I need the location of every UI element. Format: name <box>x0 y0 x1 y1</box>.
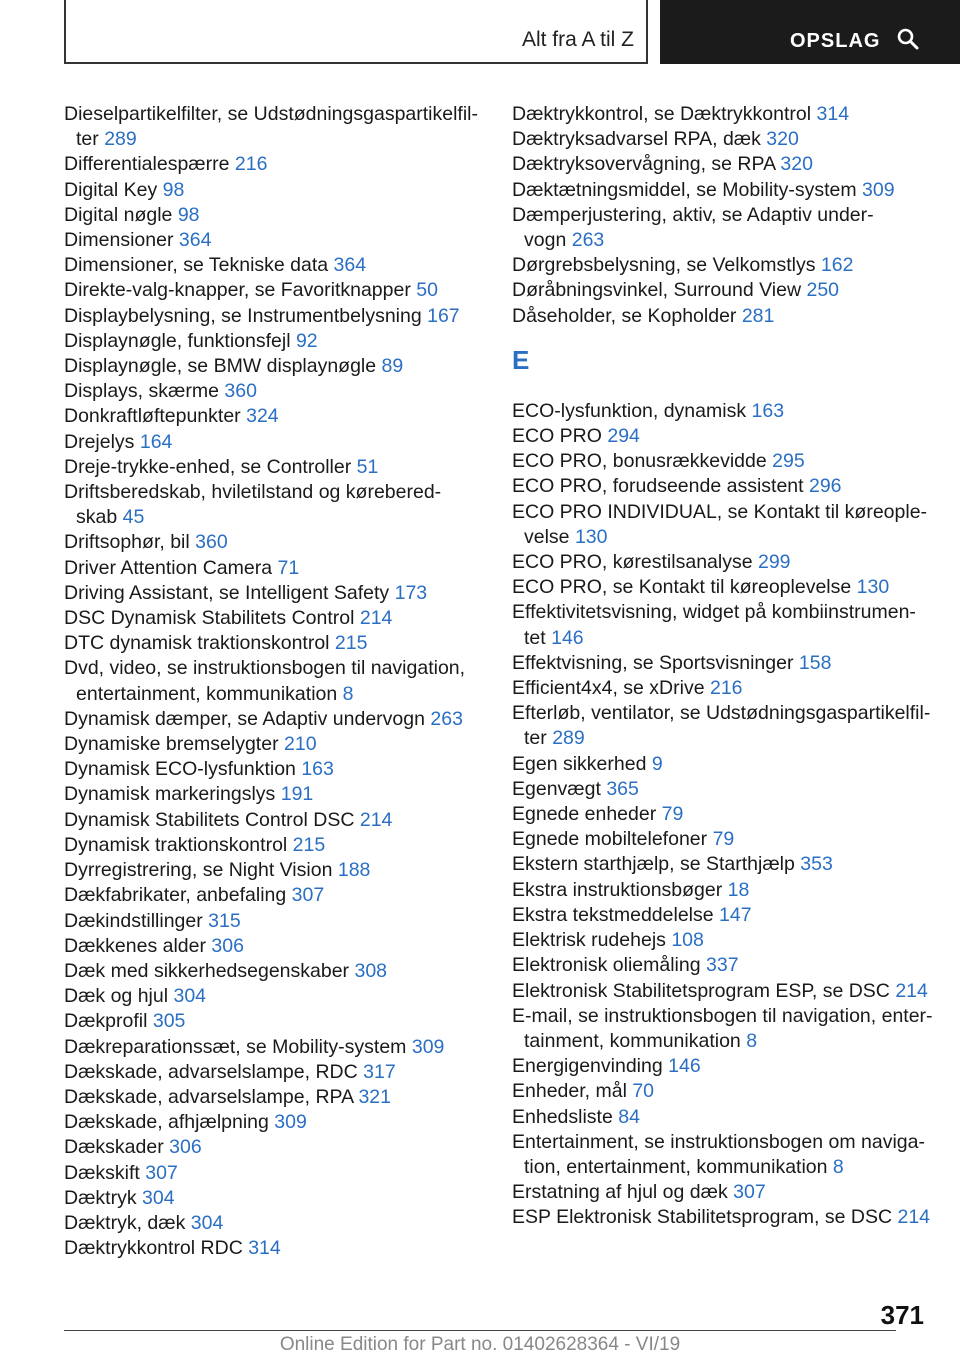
index-entry-term: Egnede mobiltelefoner <box>512 828 708 851</box>
index-entry-term: ECO PRO <box>512 425 602 448</box>
index-entry-term-continued: velse <box>524 525 570 548</box>
index-entry-term: Dækskade, advarselslampe, RPA <box>64 1085 354 1108</box>
index-entry-term: Dæk med sikkerhedsegenskaber <box>64 959 350 982</box>
index-entry <box>512 1004 932 1054</box>
index-entry-term: Dækskift <box>64 1161 140 1184</box>
index-entry-term: Effektivitetsvisning, widget på kombiinstrumen- <box>512 601 916 624</box>
index-entry <box>512 852 932 877</box>
index-column-right <box>512 102 932 1231</box>
page-reference-link[interactable]: 210 <box>284 733 317 756</box>
page-reference-link[interactable]: 281 <box>741 304 775 327</box>
page-reference-link[interactable]: 162 <box>820 254 854 277</box>
index-entry <box>64 1110 484 1135</box>
index-entry-term: ECO PRO, se Kontakt til køreoplevelse <box>512 576 852 599</box>
index-entry-term: Entertainment, se instruktionsbogen om naviga- <box>512 1130 925 1153</box>
index-entry <box>64 102 484 152</box>
index-entry-term: Driftsophør, bil <box>64 531 190 554</box>
index-entry <box>64 1236 484 1261</box>
search-icon[interactable] <box>896 27 920 51</box>
index-entry-term: Displaynøgle, se BMW displaynøgle <box>64 355 377 378</box>
index-entry <box>512 827 932 852</box>
index-entry <box>64 1135 484 1160</box>
page-reference-link[interactable]: 84 <box>618 1105 640 1128</box>
index-entry <box>64 883 484 908</box>
page-reference-link[interactable]: 214 <box>895 979 928 1002</box>
index-entry-term-continued: skab <box>76 506 118 529</box>
index-entry-term: Displaynøgle, funktionsfejl <box>64 329 291 352</box>
page-reference-link[interactable]: 216 <box>709 677 743 700</box>
index-entry-term-continued: tet <box>524 626 546 649</box>
index-entry-term: Elektronisk oliemåling <box>512 954 701 977</box>
index-entry <box>64 480 484 530</box>
index-entry-term: Dæktætningsmiddel, se Mobility-system <box>512 178 857 201</box>
index-column-left <box>64 102 484 1261</box>
index-entry <box>64 530 484 555</box>
page-reference-link[interactable]: 289 <box>552 727 585 750</box>
page-reference-link[interactable]: 214 <box>897 1206 931 1229</box>
index-entry <box>512 550 932 575</box>
index-entry-term: Dækskade, advarselslampe, RDC <box>64 1060 358 1083</box>
index-entry <box>64 228 484 253</box>
index-entry-term: Dækprofil <box>64 1010 148 1033</box>
index-entry-term-continued: ter <box>76 128 99 151</box>
page-reference-link[interactable]: 45 <box>122 506 145 529</box>
index-entry-term: Dimensioner <box>64 229 174 252</box>
index-entry <box>512 676 932 701</box>
index-entry <box>512 1105 932 1130</box>
footer-divider <box>64 1330 896 1331</box>
index-entry-term: Displays, skærme <box>64 380 219 403</box>
index-entry-term: Dynamisk markeringslys <box>64 783 276 806</box>
page-reference-link[interactable]: 250 <box>806 279 840 302</box>
index-entry <box>64 455 484 480</box>
index-entry <box>512 1130 932 1180</box>
page-reference-link[interactable]: 314 <box>248 1237 281 1260</box>
index-entry-term: Dynamisk ECO-lysfunktion <box>64 758 296 781</box>
index-entry-term-continued: tainment, kommunikation <box>524 1029 741 1052</box>
index-entry <box>64 1035 484 1060</box>
page-reference-link[interactable]: 307 <box>733 1181 766 1204</box>
page-reference-link[interactable]: 18 <box>727 878 750 901</box>
index-entry-term: Dækindstillinger <box>64 909 203 932</box>
index-entry-term: Ekstern starthjælp, se Starthjælp <box>512 853 795 876</box>
index-entry <box>512 777 932 802</box>
page-reference-link[interactable]: 364 <box>333 254 367 277</box>
index-entry <box>512 449 932 474</box>
page-reference-link[interactable]: 314 <box>816 103 850 125</box>
index-entry <box>64 430 484 455</box>
index-entry <box>64 253 484 278</box>
page-reference-link[interactable]: 50 <box>416 279 438 302</box>
index-entry-term: Direkte-valg-knapper, se Favoritknapper <box>64 279 411 302</box>
page-reference-link[interactable]: 304 <box>173 985 207 1008</box>
page-reference-link[interactable]: 307 <box>291 884 325 907</box>
page-reference-link[interactable]: 263 <box>430 707 463 730</box>
index-entry-term: Egenvægt <box>512 777 601 800</box>
index-entry <box>512 304 932 329</box>
page-reference-link[interactable]: 296 <box>808 475 842 498</box>
page-reference-link[interactable]: 360 <box>224 380 257 403</box>
page-reference-link[interactable]: 295 <box>772 450 805 473</box>
index-entry-term: Dæktryk <box>64 1186 137 1209</box>
header-section-box <box>64 0 648 64</box>
index-entry-term: Driftsberedskab, hviletilstand og kørebered- <box>64 481 442 504</box>
index-entry <box>64 1211 484 1236</box>
index-entry-term: Dækkenes alder <box>64 934 206 957</box>
index-entry-term: ESP Elektronisk Stabilitetsprogram, se DSC <box>512 1206 893 1229</box>
page-reference-link[interactable]: 364 <box>178 229 212 252</box>
index-entry-term: Dæktryk, dæk <box>64 1211 186 1234</box>
index-entry <box>512 651 932 676</box>
index-entry-term: ECO PRO INDIVIDUAL, se Kontakt til køreople- <box>512 500 928 523</box>
page-reference-link[interactable]: 304 <box>142 1186 175 1209</box>
index-entry-term: Dynamiske bremselygter <box>64 733 279 756</box>
page-reference-link[interactable]: 215 <box>292 833 326 856</box>
index-entry-term: Dæktryksovervågning, se RPA <box>512 153 775 176</box>
index-entry <box>512 979 932 1004</box>
page-reference-link[interactable]: 130 <box>856 576 890 599</box>
index-entry <box>64 1009 484 1034</box>
index-entry-term: Døråbningsvinkel, Surround View <box>512 279 802 302</box>
index-entry-term: E-mail, se instruktionsbogen til navigation, enter- <box>512 1004 933 1027</box>
page-reference-link[interactable]: 307 <box>145 1161 178 1184</box>
page-reference-link[interactable]: 294 <box>607 425 640 448</box>
index-entry <box>64 556 484 581</box>
index-entry-term: Ekstra tekstmeddelelse <box>512 903 714 926</box>
index-entry <box>512 278 932 303</box>
index-entry <box>512 1205 932 1230</box>
page-reference-link[interactable]: 8 <box>342 682 354 705</box>
index-entry <box>64 732 484 757</box>
index-entry <box>512 474 932 499</box>
index-entry <box>512 500 932 550</box>
index-entry <box>64 833 484 858</box>
index-entry-term: Dynamisk traktionskontrol <box>64 833 288 856</box>
index-entry <box>64 379 484 404</box>
index-entry-term: Dimensioner, se Tekniske data <box>64 254 329 277</box>
page-reference-link[interactable]: 324 <box>246 405 279 428</box>
index-entry-term: Dreje-trykke-enhed, se Controller <box>64 455 352 478</box>
index-entry-term: DTC dynamisk traktionskontrol <box>64 632 330 655</box>
page-reference-link[interactable]: 308 <box>354 959 388 982</box>
index-entry <box>64 757 484 782</box>
page-reference-link[interactable]: 263 <box>571 229 605 252</box>
index-entry <box>512 903 932 928</box>
index-entry <box>64 1161 484 1186</box>
footer-edition-text: Online Edition for Part no. 01402628364 - VI/19 <box>279 1334 681 1355</box>
index-entry-term-continued: entertainment, kommunikation <box>76 682 338 705</box>
index-entry-term: Driver Attention Camera <box>64 556 273 579</box>
page-reference-link[interactable]: 146 <box>551 626 584 649</box>
index-entry-term: Efterløb, ventilator, se Udstødningsgaspartikelfil- <box>512 702 931 725</box>
index-entry <box>512 203 932 253</box>
index-entry-term: DSC Dynamisk Stabilitets Control <box>64 607 355 630</box>
page-reference-link[interactable]: 108 <box>671 929 704 952</box>
index-entry-term: Ekstra instruktionsbøger <box>512 878 723 901</box>
page-reference-link[interactable]: 214 <box>359 607 393 630</box>
page-reference-link[interactable]: 309 <box>411 1035 445 1058</box>
index-entry <box>64 203 484 228</box>
page-reference-link[interactable]: 305 <box>152 1010 186 1033</box>
index-entry <box>512 575 932 600</box>
index-entry <box>512 752 932 777</box>
index-entry <box>64 178 484 203</box>
index-entry-term: Elektronisk Stabilitetsprogram ESP, se DSC <box>512 979 890 1002</box>
index-entry-term: Digital nøgle <box>64 203 173 226</box>
page-reference-link[interactable]: 163 <box>751 399 785 422</box>
index-entry <box>64 278 484 303</box>
index-entry-term: Dækreparationssæt, se Mobility-system <box>64 1035 407 1058</box>
index-entry-term-continued: vogn <box>524 229 567 252</box>
index-entry <box>64 581 484 606</box>
page-reference-link[interactable]: 289 <box>104 128 137 151</box>
page-reference-link[interactable]: 337 <box>706 954 739 977</box>
index-entry <box>512 127 932 152</box>
index-entry <box>64 782 484 807</box>
page-reference-link[interactable]: 299 <box>757 551 791 574</box>
index-entry <box>512 600 932 650</box>
page-reference-link[interactable]: 173 <box>394 581 428 604</box>
index-entry-term-continued: ter <box>524 727 547 750</box>
page-reference-link[interactable]: 98 <box>162 178 185 201</box>
index-entry-term: Dvd, video, se instruktionsbogen til navigation, <box>64 657 466 680</box>
index-entry-term: Erstatning af hjul og dæk <box>512 1181 728 1204</box>
index-entry <box>64 808 484 833</box>
index-entry <box>64 606 484 631</box>
page-reference-link[interactable]: 71 <box>277 556 300 579</box>
index-entry-term: Dækfabrikater, anbefaling <box>64 884 287 907</box>
index-entry <box>512 802 932 827</box>
page-reference-link[interactable]: 92 <box>295 329 318 352</box>
index-entry <box>64 1085 484 1110</box>
index-entry <box>64 1186 484 1211</box>
index-entry-term: ECO-lysfunktion, dynamisk <box>512 399 747 422</box>
page-reference-link[interactable]: 158 <box>798 651 832 674</box>
index-entry-term: Efficient4x4, se xDrive <box>512 677 705 700</box>
index-entry-term: Dæktrykkontrol RDC <box>64 1237 243 1260</box>
index-entry <box>512 928 932 953</box>
index-entry-term: Dynamisk dæmper, se Adaptiv undervogn <box>64 707 425 730</box>
page-reference-link[interactable]: 317 <box>363 1060 396 1083</box>
page-reference-link[interactable]: 147 <box>719 903 752 926</box>
index-entry <box>512 1079 932 1104</box>
index-entry-term: Dækskade, afhjælpning <box>64 1111 269 1134</box>
index-entry-term-continued: tion, entertainment, kommunikation <box>524 1155 828 1178</box>
index-entry <box>512 399 932 424</box>
index-entry <box>512 424 932 449</box>
index-entry <box>64 858 484 883</box>
page-reference-link[interactable]: 321 <box>358 1085 391 1108</box>
index-entry-term: Enheder, mål <box>512 1080 627 1103</box>
page-number: 371 <box>880 1300 924 1330</box>
index-entry-term: Driving Assistant, se Intelligent Safety <box>64 581 390 604</box>
page-reference-link[interactable]: 167 <box>427 304 460 327</box>
page-reference-link[interactable]: 70 <box>632 1080 655 1103</box>
page-reference-link[interactable]: 188 <box>337 859 371 882</box>
index-entry <box>64 934 484 959</box>
page-reference-link[interactable]: 306 <box>169 1136 202 1159</box>
index-entry-term: Dørgrebsbelysning, se Velkomstlys <box>512 254 816 277</box>
page-reference-link[interactable]: 51 <box>356 455 379 478</box>
index-entry <box>64 959 484 984</box>
index-entry <box>64 707 484 732</box>
index-entry <box>512 701 932 751</box>
page-reference-link[interactable]: 98 <box>177 203 200 226</box>
index-entry <box>64 329 484 354</box>
page-reference-link[interactable]: 216 <box>234 153 268 176</box>
index-entry-term: Dæktrykkontrol, se Dæktrykkontrol <box>512 103 812 125</box>
lookup-tab-label: OPSLAG <box>790 30 881 52</box>
index-entry-term: Dæmperjustering, aktiv, se Adaptiv under- <box>512 203 874 226</box>
index-entry-term: Displaybelysning, se Instrumentbelysning <box>64 304 422 327</box>
page-reference-link[interactable]: 8 <box>746 1029 758 1052</box>
page-reference-link[interactable]: 9 <box>651 752 663 775</box>
index-entry-term: Dieselpartikelfilter, se Udstødningsgaspartikelfil- <box>64 103 479 125</box>
page-reference-link[interactable]: 89 <box>381 355 404 378</box>
page-reference-link[interactable]: 164 <box>139 430 173 453</box>
index-entry <box>64 631 484 656</box>
index-entry-term: Dåseholder, se Kopholder <box>512 304 737 327</box>
index-entry-term: Digital Key <box>64 178 158 201</box>
index-entry <box>512 178 932 203</box>
page-reference-link[interactable]: 163 <box>301 758 334 781</box>
index-entry-term: ECO PRO, forudseende assistent <box>512 475 804 498</box>
index-entry-term: Egnede enheder <box>512 803 657 826</box>
index-entry <box>512 1180 932 1205</box>
index-entry-term: Donkraftløftepunkter <box>64 405 241 428</box>
index-entry <box>64 404 484 429</box>
page-reference-link[interactable]: 315 <box>208 909 241 932</box>
index-entry-term: Effektvisning, se Sportsvisninger <box>512 651 794 674</box>
page-reference-link[interactable]: 215 <box>334 632 368 655</box>
index-entry <box>64 909 484 934</box>
index-entry-term: Dynamisk Stabilitets Control DSC <box>64 808 355 831</box>
index-entry <box>512 102 932 127</box>
page-reference-link[interactable]: 365 <box>606 777 639 800</box>
index-entry-term: Dæk og hjul <box>64 985 169 1008</box>
index-entry <box>64 1060 484 1085</box>
index-entry <box>512 152 932 177</box>
index-entry-term: Drejelys <box>64 430 135 453</box>
page-reference-link[interactable]: 146 <box>668 1055 701 1078</box>
header-lookup-tab[interactable] <box>660 0 960 64</box>
page-reference-link[interactable]: 79 <box>712 828 735 851</box>
index-entry <box>512 953 932 978</box>
page-reference-link[interactable]: 320 <box>766 128 799 151</box>
page-reference-link[interactable]: 214 <box>359 808 393 831</box>
section-letter-e: E <box>512 344 530 375</box>
index-entry-term: Egen sikkerhed <box>512 752 647 775</box>
index-entry-term: ECO PRO, bonusrækkevidde <box>512 450 767 473</box>
page-reference-link[interactable]: 353 <box>800 853 833 876</box>
page-reference-link[interactable]: 320 <box>780 153 813 176</box>
index-entry-term: Dyrregistrering, se Night Vision <box>64 859 333 882</box>
index-entry-term: Energigenvinding <box>512 1055 663 1078</box>
index-entry-term: Dæktryksadvarsel RPA, dæk <box>512 128 761 151</box>
index-entry <box>64 354 484 379</box>
index-entry-term: Dækskader <box>64 1136 164 1159</box>
page-reference-link[interactable]: 306 <box>211 934 244 957</box>
page-reference-link[interactable]: 309 <box>862 178 895 201</box>
index-entry-term: Differentialespærre <box>64 153 230 176</box>
index-entry <box>64 656 484 706</box>
header-section-label: Alt fra A til Z <box>521 28 634 51</box>
page-reference-link[interactable]: 79 <box>661 803 684 826</box>
index-entry <box>512 253 932 278</box>
page-reference-link[interactable]: 360 <box>195 531 228 554</box>
index-entry <box>64 152 484 177</box>
page-reference-link[interactable]: 304 <box>190 1211 224 1234</box>
page-reference-link[interactable]: 130 <box>574 525 608 548</box>
index-entry <box>64 304 484 329</box>
index-entry <box>512 1054 932 1079</box>
page-reference-link[interactable]: 8 <box>832 1155 844 1178</box>
index-entry <box>512 878 932 903</box>
page-reference-link[interactable]: 309 <box>274 1111 307 1134</box>
index-entry-term: Elektrisk rudehejs <box>512 929 666 952</box>
index-entry-term: Enhedsliste <box>512 1105 613 1128</box>
page-reference-link[interactable]: 191 <box>280 783 314 806</box>
index-entry-term: ECO PRO, kørestilsanalyse <box>512 551 753 574</box>
index-entry <box>64 984 484 1009</box>
